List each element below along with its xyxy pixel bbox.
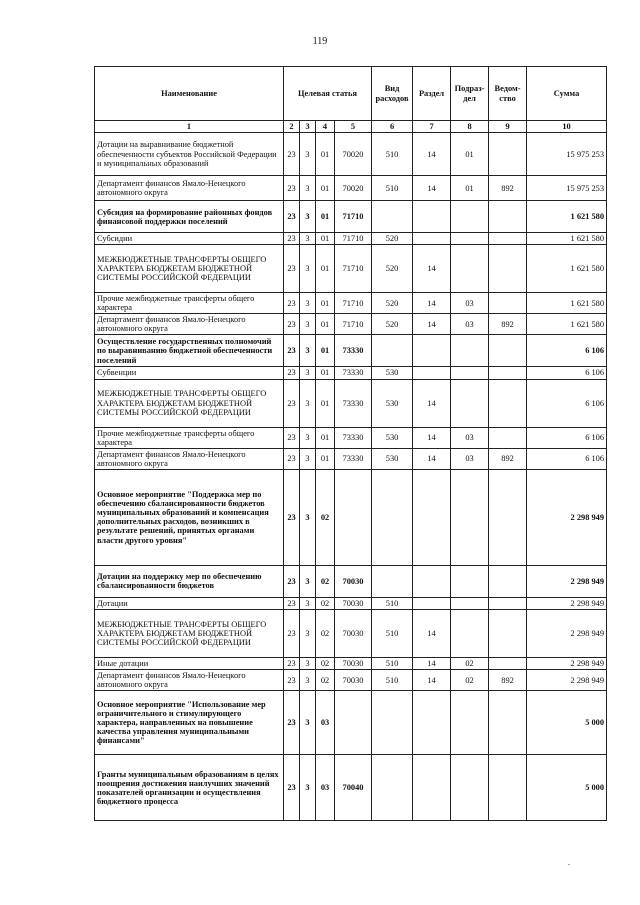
target-code-4: 73330 [335,335,372,367]
subsection-cell: 02 [451,670,489,691]
row-name: Департамент финансов Ямало-Ненецкого автономного округа [95,176,284,201]
header-department: Ведом- ство [489,67,527,121]
expense-type-cell: 510 [372,597,413,609]
table-row [95,245,607,293]
department-cell [489,233,527,245]
sum-cell: 1 621 580 [527,233,607,245]
target-code-4: 70030 [335,657,372,669]
target-code-3: 02 [316,657,335,669]
target-code-4: 70020 [335,176,372,201]
section-cell: 14 [413,293,451,314]
table-row [95,657,607,669]
target-code-3: 02 [316,597,335,609]
table-row [95,335,607,367]
expense-type-cell: 510 [372,133,413,176]
row-name: Гранты муниципальным образованиям в целях поощрения достижения наилучших значений показателей организации и осуществления бюджетного процесса [95,755,284,821]
row-name: Субсидии [95,233,284,245]
target-code-1: 23 [284,176,300,201]
sum-cell: 1 621 580 [527,245,607,293]
table-row [95,176,607,201]
target-code-3: 01 [316,245,335,293]
target-code-1: 23 [284,448,300,469]
target-code-2: 3 [300,755,316,821]
row-name: Департамент финансов Ямало-Ненецкого автономного округа [95,448,284,469]
target-code-3: 01 [316,293,335,314]
target-code-4: 70040 [335,755,372,821]
expense-type-cell: 530 [372,367,413,379]
target-code-3: 01 [316,427,335,448]
target-code-2: 3 [300,670,316,691]
target-code-3: 02 [316,670,335,691]
page-number: 119 [312,36,328,47]
subsection-cell [451,379,489,427]
expense-type-cell [372,469,413,565]
target-code-4: 70030 [335,565,372,597]
section-cell: 14 [413,609,451,657]
target-code-4: 73330 [335,367,372,379]
table-row [95,469,607,565]
table-row [95,448,607,469]
header-subsection: Подраз- дел [451,67,489,121]
target-code-1: 23 [284,609,300,657]
table-row [95,609,607,657]
target-code-3: 02 [316,565,335,597]
section-cell [413,367,451,379]
department-cell [489,657,527,669]
subsection-cell [451,367,489,379]
target-code-4: 70030 [335,670,372,691]
sum-cell: 5 000 [527,691,607,755]
section-cell [413,201,451,233]
target-code-4: 70030 [335,597,372,609]
target-code-1: 23 [284,657,300,669]
target-code-4: 71710 [335,314,372,335]
department-cell: 892 [489,314,527,335]
subsection-cell [451,565,489,597]
target-code-3: 01 [316,379,335,427]
target-code-2: 3 [300,133,316,176]
sum-cell: 2 298 949 [527,657,607,669]
target-code-1: 23 [284,133,300,176]
target-code-2: 3 [300,367,316,379]
expense-type-cell: 520 [372,245,413,293]
table-row [95,133,607,176]
department-cell [489,691,527,755]
sum-cell: 2 298 949 [527,670,607,691]
target-code-2: 3 [300,293,316,314]
expense-type-cell: 520 [372,233,413,245]
target-code-4: 71710 [335,201,372,233]
department-cell [489,201,527,233]
expense-type-cell [372,565,413,597]
target-code-3: 01 [316,335,335,367]
target-code-1: 23 [284,314,300,335]
header-name: Наименование [95,67,284,121]
subsection-cell [451,201,489,233]
sum-cell: 6 106 [527,367,607,379]
target-code-1: 23 [284,755,300,821]
subsection-cell: 03 [451,427,489,448]
target-code-1: 23 [284,245,300,293]
target-code-3: 02 [316,609,335,657]
header-target-article: Целевая статья [284,67,372,121]
section-cell: 14 [413,314,451,335]
target-code-2: 3 [300,691,316,755]
row-name: Дотации на поддержку мер по обеспечению сбалансированности бюджетов [95,565,284,597]
target-code-1: 23 [284,293,300,314]
section-cell: 14 [413,670,451,691]
target-code-2: 3 [300,245,316,293]
expense-type-cell: 510 [372,657,413,669]
column-number: 3 [300,121,316,133]
scan-dot: . [568,858,570,867]
row-name: Прочие межбюджетные трансферты общего характера [95,293,284,314]
sum-cell: 2 298 949 [527,609,607,657]
target-code-1: 23 [284,201,300,233]
target-code-4: 73330 [335,427,372,448]
column-number: 5 [335,121,372,133]
target-code-3: 01 [316,314,335,335]
department-cell [489,379,527,427]
department-cell: 892 [489,448,527,469]
section-cell [413,755,451,821]
section-cell: 14 [413,245,451,293]
table-row [95,367,607,379]
row-name: Дотации на выравнивание бюджетной обеспеченности субъектов Российской Федерации и муниципальных образований [95,133,284,176]
row-name: Дотации [95,597,284,609]
target-code-4: 71710 [335,293,372,314]
target-code-1: 23 [284,335,300,367]
table-row [95,597,607,609]
header-sum: Сумма [527,67,607,121]
target-code-1: 23 [284,691,300,755]
section-cell [413,233,451,245]
column-number: 2 [284,121,300,133]
target-code-2: 3 [300,469,316,565]
target-code-2: 3 [300,379,316,427]
row-name: Субвенции [95,367,284,379]
target-code-4 [335,469,372,565]
sum-cell: 15 975 253 [527,133,607,176]
table-row [95,293,607,314]
target-code-2: 3 [300,314,316,335]
subsection-cell [451,233,489,245]
department-cell [489,133,527,176]
target-code-3: 03 [316,691,335,755]
target-code-4: 73330 [335,448,372,469]
subsection-cell: 03 [451,448,489,469]
target-code-1: 23 [284,670,300,691]
sum-cell: 6 106 [527,379,607,427]
header-section: Раздел [413,67,451,121]
target-code-1: 23 [284,367,300,379]
target-code-2: 3 [300,597,316,609]
table-row [95,565,607,597]
department-cell [489,245,527,293]
target-code-3: 01 [316,201,335,233]
column-number: 1 [95,121,284,133]
department-cell [489,755,527,821]
table-row [95,427,607,448]
subsection-cell [451,691,489,755]
table-row [95,670,607,691]
target-code-4: 71710 [335,233,372,245]
expense-type-cell: 510 [372,670,413,691]
subsection-cell: 01 [451,133,489,176]
subsection-cell [451,609,489,657]
target-code-4: 70030 [335,609,372,657]
row-name: МЕЖБЮДЖЕТНЫЕ ТРАНСФЕРТЫ ОБЩЕГО ХАРАКТЕРА БЮДЖЕТАМ БЮДЖЕТНОЙ СИСТЕМЫ РОССИЙСКОЙ ФЕДЕРАЦИИ [95,609,284,657]
row-name: Департамент финансов Ямало-Ненецкого автономного округа [95,670,284,691]
subsection-cell [451,755,489,821]
sum-cell: 6 106 [527,448,607,469]
expense-type-cell [372,335,413,367]
section-cell: 14 [413,657,451,669]
sum-cell: 15 975 253 [527,176,607,201]
subsection-cell: 02 [451,657,489,669]
column-number: 4 [316,121,335,133]
expense-type-cell: 530 [372,379,413,427]
row-name: Осуществление государственных полномочий по выравниванию бюджетной обеспеченности поселений [95,335,284,367]
target-code-2: 3 [300,565,316,597]
section-cell [413,469,451,565]
expense-type-cell [372,201,413,233]
target-code-2: 3 [300,233,316,245]
sum-cell: 6 106 [527,427,607,448]
target-code-4: 70020 [335,133,372,176]
target-code-1: 23 [284,565,300,597]
target-code-2: 3 [300,335,316,367]
target-code-1: 23 [284,597,300,609]
target-code-1: 23 [284,427,300,448]
department-cell: 892 [489,176,527,201]
department-cell [489,597,527,609]
row-name: МЕЖБЮДЖЕТНЫЕ ТРАНСФЕРТЫ ОБЩЕГО ХАРАКТЕРА БЮДЖЕТАМ БЮДЖЕТНОЙ СИСТЕМЫ РОССИЙСКОЙ ФЕДЕРАЦИИ [95,245,284,293]
target-code-3: 02 [316,469,335,565]
sum-cell: 2 298 949 [527,597,607,609]
expense-type-cell: 520 [372,314,413,335]
subsection-cell [451,597,489,609]
section-cell [413,597,451,609]
sum-cell: 1 621 580 [527,293,607,314]
subsection-cell: 03 [451,293,489,314]
target-code-4: 71710 [335,245,372,293]
section-cell: 14 [413,133,451,176]
sum-cell: 1 621 580 [527,314,607,335]
expense-type-cell [372,691,413,755]
section-cell [413,691,451,755]
target-code-3: 01 [316,133,335,176]
subsection-cell [451,469,489,565]
subsection-cell: 03 [451,314,489,335]
table-row [95,314,607,335]
sum-cell: 2 298 949 [527,469,607,565]
sum-cell: 6 106 [527,335,607,367]
target-code-4 [335,691,372,755]
subsection-cell: 01 [451,176,489,201]
section-cell: 14 [413,448,451,469]
department-cell [489,469,527,565]
section-cell [413,565,451,597]
target-code-2: 3 [300,609,316,657]
department-cell: 892 [489,670,527,691]
department-cell [489,427,527,448]
target-code-3: 01 [316,367,335,379]
table-header-row [95,67,607,121]
target-code-2: 3 [300,657,316,669]
column-numbering-row [95,121,607,133]
expense-type-cell: 510 [372,609,413,657]
table-row [95,755,607,821]
section-cell: 14 [413,427,451,448]
table-row [95,379,607,427]
section-cell [413,335,451,367]
target-code-1: 23 [284,469,300,565]
department-cell [489,609,527,657]
column-number: 9 [489,121,527,133]
row-name: Субсидия на формирование районных фондов финансовой поддержки поселений [95,201,284,233]
target-code-3: 01 [316,448,335,469]
row-name: Департамент финансов Ямало-Ненецкого автономного округа [95,314,284,335]
department-cell [489,565,527,597]
expense-type-cell [372,755,413,821]
row-name: Основное мероприятие "Использование мер ограничительного и стимулирующего характера, направленных на повышение качества управления муниципальными финансами" [95,691,284,755]
expense-type-cell: 530 [372,448,413,469]
column-number: 6 [372,121,413,133]
target-code-4: 73330 [335,379,372,427]
row-name: Иные дотации [95,657,284,669]
row-name: МЕЖБЮДЖЕТНЫЕ ТРАНСФЕРТЫ ОБЩЕГО ХАРАКТЕРА БЮДЖЕТАМ БЮДЖЕТНОЙ СИСТЕМЫ РОССИЙСКОЙ ФЕДЕРАЦИИ [95,379,284,427]
row-name: Прочие межбюджетные трансферты общего характера [95,427,284,448]
table-row [95,233,607,245]
table-row [95,201,607,233]
section-cell: 14 [413,379,451,427]
column-number: 10 [527,121,607,133]
target-code-2: 3 [300,427,316,448]
target-code-2: 3 [300,201,316,233]
target-code-2: 3 [300,448,316,469]
target-code-3: 01 [316,233,335,245]
expense-type-cell: 520 [372,293,413,314]
sum-cell: 5 000 [527,755,607,821]
target-code-3: 03 [316,755,335,821]
expense-type-cell: 510 [372,176,413,201]
target-code-1: 23 [284,233,300,245]
subsection-cell [451,245,489,293]
budget-table [94,66,607,821]
department-cell [489,367,527,379]
department-cell [489,335,527,367]
subsection-cell [451,335,489,367]
table-row [95,691,607,755]
target-code-1: 23 [284,379,300,427]
target-code-2: 3 [300,176,316,201]
row-name: Основное мероприятие "Поддержка мер по обеспечению сбалансированности бюджетов муниципальных образований и компенсация дополнительных расходов, возникших в результате решений, принятых органами власти другого уровня" [95,469,284,565]
expense-type-cell: 530 [372,427,413,448]
section-cell: 14 [413,176,451,201]
department-cell [489,293,527,314]
column-number: 8 [451,121,489,133]
sum-cell: 1 621 580 [527,201,607,233]
sum-cell: 2 298 949 [527,565,607,597]
column-number: 7 [413,121,451,133]
header-expense-type: Вид расходов [372,67,413,121]
target-code-3: 01 [316,176,335,201]
